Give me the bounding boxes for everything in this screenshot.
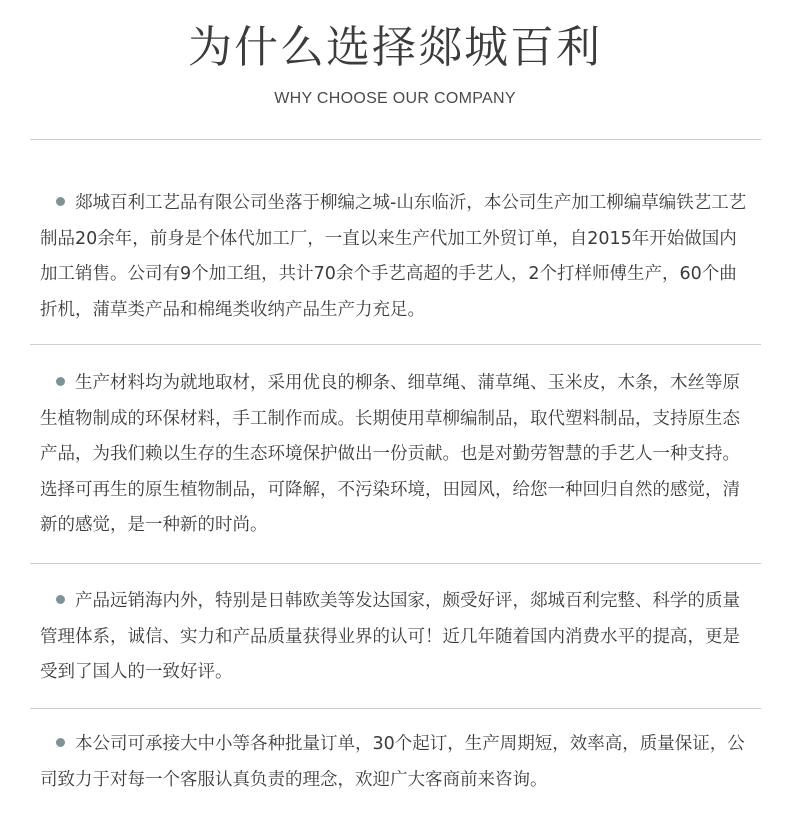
bullet-icon bbox=[56, 197, 65, 206]
section-markets bbox=[40, 584, 752, 691]
section-company-intro bbox=[40, 186, 752, 328]
divider bbox=[30, 708, 761, 709]
page-title: 为什么选择郯城百利 bbox=[188, 22, 602, 73]
section-text: 本公司可承接大中小等各种批量订单，30个起订，生产周期短，效率高，质量保证，公司致力于对每一个客服认真负责的理念，欢迎广大客商前来咨询。 bbox=[40, 734, 745, 790]
divider bbox=[30, 139, 761, 140]
bullet-icon bbox=[56, 738, 65, 747]
section-materials bbox=[40, 366, 752, 544]
bullet-icon bbox=[56, 595, 65, 604]
bullet-icon bbox=[56, 377, 65, 386]
page-subtitle: WHY CHOOSE OUR COMPANY bbox=[274, 90, 516, 107]
section-orders bbox=[40, 727, 752, 798]
section-text: 生产材料均为就地取材，采用优良的柳条、细草绳、蒲草绳、玉米皮，木条，木丝等原生植物制成的环保材料，手工制作而成。长期使用草柳编制品，取代塑料制品，支持原生态产品，为我们赖以生存的生态环境保护做出一份贡献。也是对勤劳智慧的手艺人一种支持。 选择可再生的原生植物制品，可降解，不污染环境，田园风，给您一种回归自然的感觉，清新的感觉，是一种新的时尚。 bbox=[40, 373, 740, 535]
section-text: 产品远销海内外，特别是日韩欧美等发达国家，颇受好评，郯城百利完整、科学的质量管理体系，诚信、实力和产品质量获得业界的认可！近几年随着国内消费水平的提高，更是受到了国人的一致好评。 bbox=[40, 591, 740, 682]
section-text: 郯城百利工艺品有限公司坐落于柳编之城-山东临沂，本公司生产加工柳编草编铁艺工艺制品20余年，前身是个体代加工厂，一直以来生产代加工外贸订单，自2015年开始做国内加工销售。公司有9个加工组，共计70余个手艺高超的手艺人，2个打样师傅生产，60个曲折机，蒲草类产品和棉绳类收纳产品生产力充足。 bbox=[40, 193, 747, 320]
divider bbox=[30, 563, 761, 564]
divider bbox=[30, 344, 761, 345]
